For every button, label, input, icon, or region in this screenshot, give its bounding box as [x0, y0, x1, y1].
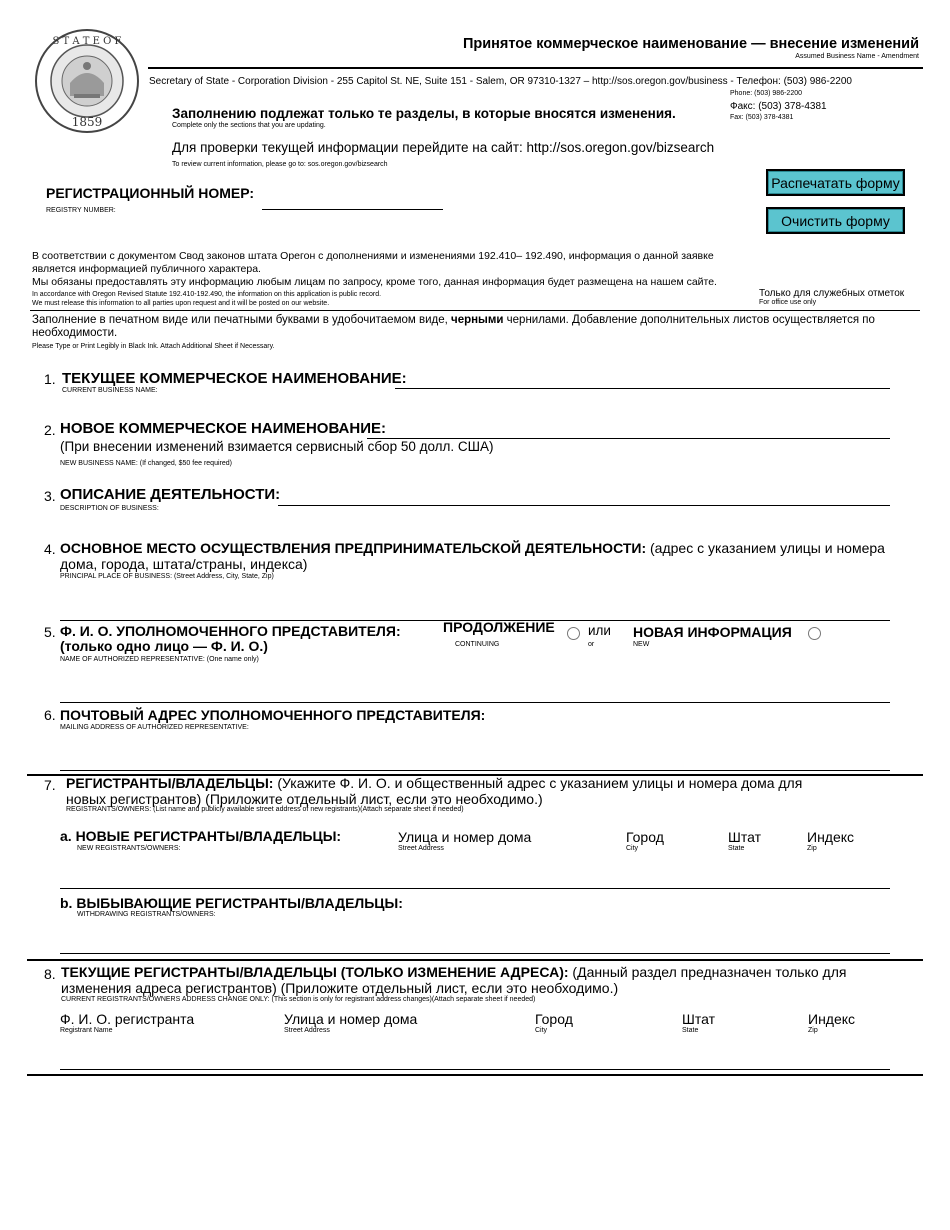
typing-pre: Заполнение в печатном виде или печатными буквами в удобочитаемом виде,: [32, 314, 452, 326]
typing-instructions-en: Please Type or Print Legibly in Black Ink. Attach Additional Sheet if Necessary.: [32, 343, 275, 350]
col-city-en: City: [626, 845, 639, 852]
notice-line4: In accordance with Oregon Revised Statute 192.410-192.490, the information on this application is public record.: [32, 291, 382, 298]
new-info-label-en: NEW: [633, 641, 650, 648]
instructions-review-en: To review current information, please go to: sos.oregon.gov/bizsearch: [172, 161, 388, 168]
col8-street: Улица и номер дома: [284, 1011, 418, 1027]
section-6-number: 6.: [44, 707, 56, 723]
instructions-main: Заполнению подлежат только те разделы, в которые вносятся изменения.: [172, 106, 676, 121]
col-street-en: Street Address: [398, 845, 444, 852]
continuing-label: ПРОДОЛЖЕНИЕ: [443, 619, 555, 635]
notice-line1: В соответствии с документом Свод законов штата Орегон с дополнениями и изменениями 192.410– 192.490, информация о данной заявке: [32, 250, 714, 262]
section-6-label-en: MAILING ADDRESS OF AUTHORIZED REPRESENTATIVE:: [60, 724, 249, 731]
section-5-number: 5.: [44, 624, 56, 640]
section-2-number: 2.: [44, 422, 56, 438]
svg-text:S T A T E O F: S T A T E O F: [52, 36, 122, 47]
section-3-number: 3.: [44, 488, 56, 504]
section-8-number: 8.: [44, 966, 56, 982]
fax-en: Fax: (503) 378-4381: [730, 114, 794, 121]
col8-street-en: Street Address: [284, 1027, 330, 1034]
section-7b-label-en: WITHDRAWING REGISTRANTS/OWNERS:: [77, 911, 216, 918]
section-4-number: 4.: [44, 541, 56, 557]
section-7a-label: a. НОВЫЕ РЕГИСТРАНТЫ/ВЛАДЕЛЬЦЫ:: [60, 828, 342, 844]
section-5-label-1: Ф. И. О. УПОЛНОМОЧЕННОГО ПРЕДСТАВИТЕЛЯ:: [60, 623, 401, 639]
section-4-label: [60, 540, 900, 572]
section-5-label-en: NAME OF AUTHORIZED REPRESENTATIVE: (One name only): [60, 656, 259, 663]
notice-rule: [30, 310, 920, 311]
office-use-label: Только для служебных отметок: [759, 288, 905, 299]
registry-number-field[interactable]: [262, 209, 443, 210]
representative-name-field[interactable]: [60, 702, 890, 703]
section-8-label: [61, 964, 901, 996]
section-8-note1: (Данный раздел предназначен только для: [568, 964, 847, 980]
col8-city: Город: [535, 1011, 573, 1027]
or-label: или: [588, 623, 611, 638]
col-street: Улица и номер дома: [398, 829, 532, 845]
section-4-note2: дома, города, штата/страны, индекса): [60, 556, 308, 572]
new-registrants-field[interactable]: [60, 888, 890, 889]
instructions-main-en: Complete only the sections that you are updating.: [172, 122, 326, 129]
section-2-label: НОВОЕ КОММЕРЧЕСКОЕ НАИМЕНОВАНИЕ:: [60, 420, 386, 437]
continuing-label-en: CONTINUING: [455, 641, 500, 648]
col8-name-en: Registrant Name: [60, 1027, 113, 1034]
notice-line3: Мы обязаны предоставлять эту информацию любым лицам по запросу, кроме того, данная информация будет размещена на нашем сайте.: [32, 276, 717, 288]
new-info-radio[interactable]: [808, 627, 821, 640]
section-7-label: [66, 775, 896, 807]
current-business-name-field[interactable]: [395, 388, 890, 389]
form-title: Принятое коммерческое наименование — внесение изменений: [462, 36, 919, 52]
col-city: Город: [626, 829, 664, 845]
oregon-seal: [34, 28, 140, 134]
col-state: Штат: [728, 829, 761, 845]
col-state-en: State: [728, 845, 745, 852]
col8-zip: Индекс: [808, 1011, 856, 1027]
col8-zip-en: Zip: [808, 1027, 818, 1034]
typing-post: чернилами. Добавление дополнительных листов осуществляется по необходимости.: [32, 314, 875, 339]
section-3-label: ОПИСАНИЕ ДЕЯТЕЛЬНОСТИ:: [60, 486, 281, 503]
office-use-label-en: For office use only: [759, 299, 817, 306]
description-of-business-field[interactable]: [278, 505, 890, 506]
section-7-label-en: REGISTRANTS/OWNERS: (List name and publicly available street address of new registrants)(Attach separate sheet if needed): [66, 806, 464, 813]
phone-en: Phone: (503) 986-2200: [730, 90, 802, 97]
bottom-rule: [27, 1074, 923, 1076]
section-7-number: 7.: [44, 777, 56, 793]
current-registrants-field[interactable]: [60, 1069, 890, 1070]
section-8-label-en: CURRENT REGISTRANTS/OWNERS ADDRESS CHANGE ONLY: (This section is only for registrant address changes)(Attach separate sheet if needed): [61, 996, 536, 1003]
svg-text:1859: 1859: [71, 115, 103, 129]
registry-number-label: РЕГИСТРАЦИОННЫЙ НОМЕР:: [46, 185, 255, 201]
or-label-en: or: [588, 641, 595, 648]
notice-line2: является информацией публичного характера.: [32, 263, 261, 275]
continuing-radio[interactable]: [567, 627, 580, 640]
section-8-note2: изменения адреса регистрантов) (Приложите отдельный лист, если это необходимо.): [61, 980, 619, 996]
new-info-label: НОВАЯ ИНФОРМАЦИЯ: [633, 624, 792, 640]
notice-line5: We must release this information to all parties upon request and it will be posted on our website.: [32, 300, 330, 307]
section-1-number: 1.: [44, 371, 56, 387]
section-2-label-en: NEW BUSINESS NAME: (If changed, $50 fee required): [60, 460, 232, 467]
address-line: Secretary of State - Corporation Division - 255 Capitol St. NE, Suite 151 - Salem, OR 97310-1327 – http://sos.oregon.gov/business - Телефон: (503) 986-2200: [149, 76, 852, 87]
clear-form-button[interactable]: Очистить форму: [766, 207, 905, 234]
fax: Факс: (503) 378-4381: [730, 101, 827, 112]
section-6-label: ПОЧТОВЫЙ АДРЕС УПОЛНОМОЧЕННОГО ПРЕДСТАВИТЕЛЯ:: [60, 707, 486, 723]
col8-state: Штат: [682, 1011, 715, 1027]
print-form-button[interactable]: Распечатать форму: [766, 169, 905, 196]
section-7-note1: (Укажите Ф. И. О. и общественный адрес с указанием улицы и номера дома для: [273, 775, 803, 791]
section-4-label-bold: ОСНОВНОЕ МЕСТО ОСУЩЕСТВЛЕНИЯ ПРЕДПРИНИМАТЕЛЬСКОЙ ДЕЯТЕЛЬНОСТИ:: [60, 540, 647, 556]
section-7a-label-en: NEW REGISTRANTS/OWNERS:: [77, 845, 181, 852]
col8-name: Ф. И. О. регистранта: [60, 1011, 195, 1027]
section-3-label-en: DESCRIPTION OF BUSINESS:: [60, 505, 159, 512]
typing-instructions: [32, 314, 912, 340]
section-1-label-en: CURRENT BUSINESS NAME:: [62, 387, 158, 394]
section-2-note: (При внесении изменений взимается сервисный сбор 50 долл. США): [60, 439, 494, 454]
typing-bold: черными: [451, 314, 504, 326]
section-4-note1: (адрес с указанием улицы и номера: [646, 540, 885, 556]
section-8-label-bold: ТЕКУЩИЕ РЕГИСТРАНТЫ/ВЛАДЕЛЬЦЫ (ТОЛЬКО ИЗМЕНЕНИЕ АДРЕСА):: [61, 964, 569, 980]
col-zip-en: Zip: [807, 845, 817, 852]
section-7b-label: b. ВЫБЫВАЮЩИЕ РЕГИСТРАНТЫ/ВЛАДЕЛЬЦЫ:: [60, 895, 403, 911]
instructions-review: Для проверки текущей информации перейдите на сайт: http://sos.oregon.gov/bizsearch: [172, 140, 715, 155]
col8-city-en: City: [535, 1027, 548, 1034]
section-8-rule: [27, 959, 923, 961]
section-1-label: ТЕКУЩЕЕ КОММЕРЧЕСКОЕ НАИМЕНОВАНИЕ:: [62, 370, 407, 387]
section-4-label-en: PRINCIPAL PLACE OF BUSINESS: (Street Address, City, State, Zip): [60, 573, 274, 580]
section-7-note2: новых регистрантов) (Приложите отдельный лист, если это необходимо.): [66, 791, 543, 807]
col-zip: Индекс: [807, 829, 855, 845]
mailing-address-field[interactable]: [60, 770, 890, 771]
withdrawing-registrants-field[interactable]: [60, 953, 890, 954]
form-subtitle: Assumed Business Name - Amendment: [795, 53, 919, 60]
registry-number-label-en: REGISTRY NUMBER:: [46, 207, 116, 214]
section-5-label-2: (только одно лицо — Ф. И. О.): [60, 638, 268, 654]
section-7-label-bold: РЕГИСТРАНТЫ/ВЛАДЕЛЬЦЫ:: [66, 775, 274, 791]
header-rule: [148, 67, 923, 69]
col8-state-en: State: [682, 1027, 699, 1034]
